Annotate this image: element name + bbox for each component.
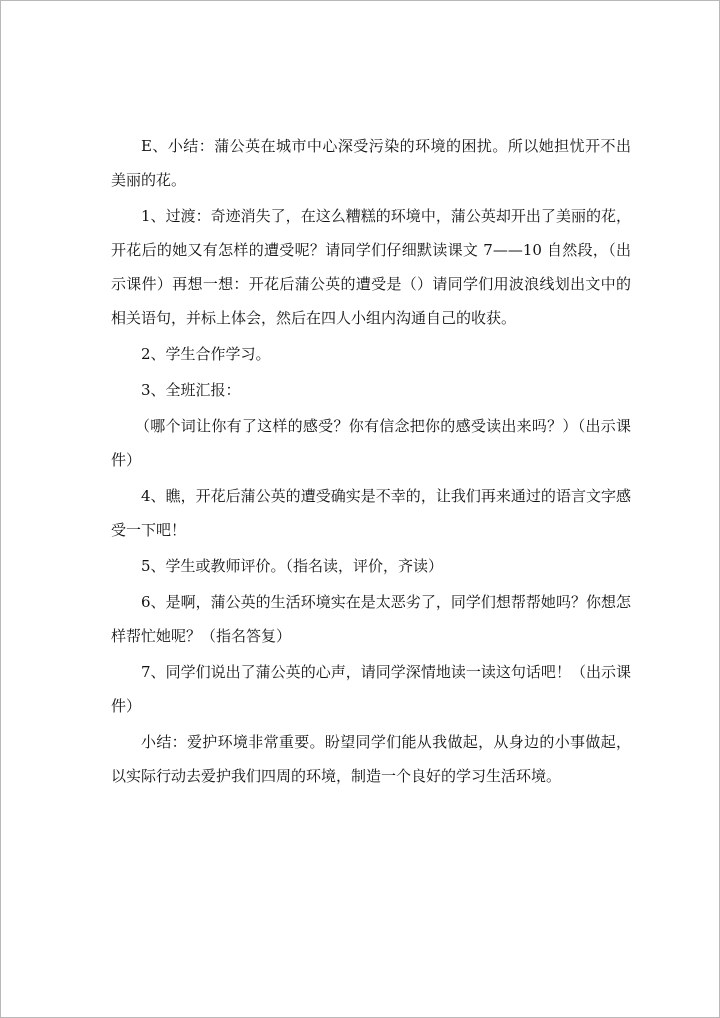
document-body: [111, 129, 631, 795]
paragraph-feel-language: 4、瞧，开花后蒲公英的遭受确实是不幸的，让我们再来通过的语言文字感受一下吧！: [111, 487, 631, 539]
paragraph-class-report: 3、全班汇报：: [141, 381, 241, 399]
paragraph-evaluation: 5、学生或教师评价。（指名读，评价，齐读）: [141, 557, 444, 575]
paragraph-summary-e: E、小结：蒲公英在城市中心深受污染的环境的困扰。所以她担忧开不出美丽的花。: [111, 137, 631, 189]
paragraph-final-summary: 小结：爱护环境非常重要。盼望同学们能从我做起，从身边的小事做起，以实际行动去爱护我们四周的环境，制造一个良好的学习生活环境。: [111, 733, 631, 785]
paragraph-group-study: 2、学生合作学习。: [141, 345, 271, 363]
paragraph-read-aloud: 7、同学们说出了蒲公英的心声，请同学深情地读一读这句话吧！（出示课件）: [111, 663, 631, 715]
paragraph-help-dandelion: 6、是啊，蒲公英的生活环境实在是太恶劣了，同学们想帮帮她吗？你想怎样帮忙她呢？（指名答复）: [111, 593, 631, 645]
paragraph-question-prompt: （哪个词让你有了这样的感受？你有信念把你的感受读出来吗？）（出示课件）: [111, 417, 631, 469]
paragraph-transition: 1、过渡：奇迹消失了，在这么糟糕的环境中，蒲公英却开出了美丽的花，开花后的她又有怎样的遭受呢？请同学们仔细默读课文 7——10 自然段，（出示课件）再想一想：开花后蒲公英的遭受是（）请同学们用波浪线划出文中的相关语句，并标上体会，然后在四人小组内沟通自己的收获。: [111, 207, 631, 327]
